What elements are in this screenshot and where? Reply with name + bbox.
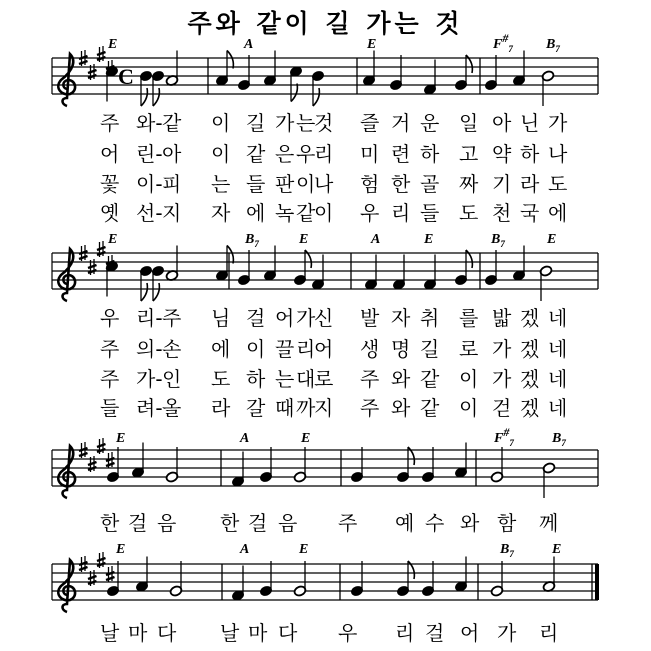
lyric-syllable: 한: [100, 511, 120, 535]
lyric-syllable: 리: [391, 201, 411, 225]
lyric-syllable: 어: [460, 621, 480, 645]
lyric-syllable: 주: [100, 337, 120, 361]
lyric-syllable: 은: [275, 142, 295, 166]
note: [454, 557, 468, 593]
lyric-syllable: 나: [314, 172, 334, 196]
note: [364, 255, 378, 291]
lyric-syllable: 어: [314, 337, 334, 361]
chord-symbol: E: [367, 37, 377, 52]
note: [105, 66, 119, 102]
lyric-line-1-3: [0, 171, 651, 197]
lyric-syllable: 마: [248, 621, 268, 645]
lyric-line-1-1: [0, 110, 651, 136]
lyric-syllable: 일: [459, 111, 479, 135]
chord-symbol: E: [301, 431, 311, 446]
lyric-syllable: 이: [459, 367, 479, 391]
lyric-syllable: 대: [296, 367, 316, 391]
lyric-syllable: 걸: [248, 511, 268, 535]
lyric-syllable: 지: [314, 396, 334, 420]
note: [421, 447, 435, 483]
treble-clef-icon: [58, 249, 75, 301]
lyric-syllable: 린-: [136, 142, 163, 166]
lyric-syllable: 음: [278, 511, 298, 535]
lyric-syllable: 날: [220, 621, 240, 645]
sharp-icon: [97, 552, 106, 568]
note: [231, 452, 245, 488]
chord-symbol: $B_7$: [552, 431, 566, 448]
lyric-syllable: 겠: [520, 396, 540, 420]
lyric-syllable: 같: [420, 396, 440, 420]
sharp-icon: [106, 566, 115, 582]
chord-symbol: A: [240, 542, 250, 557]
lyric-syllable: 리-: [136, 306, 163, 330]
lyric-syllable: 음: [157, 511, 177, 535]
note: [165, 447, 179, 483]
lyric-syllable: 련: [391, 142, 411, 166]
chord-symbol: E: [299, 542, 309, 557]
lyric-syllable: 옛: [100, 201, 120, 225]
note: [259, 561, 273, 597]
lyric-syllable: 가: [492, 337, 512, 361]
note: [289, 66, 303, 102]
lyric-syllable: 가-: [136, 367, 163, 391]
lyric-syllable: 가: [548, 111, 568, 135]
lyric-syllable: 어: [100, 142, 120, 166]
treble-clef-icon: [58, 560, 75, 612]
lyric-syllable: 에: [548, 201, 568, 225]
note: [311, 70, 325, 106]
note: [105, 261, 119, 297]
chord-symbol: E: [108, 37, 118, 52]
note: [512, 246, 526, 282]
lyric-syllable: 미: [360, 142, 380, 166]
note: [135, 557, 149, 593]
lyric-syllable: 국: [520, 201, 540, 225]
lyric-syllable: 우: [338, 621, 358, 645]
lyric-syllable: 를: [459, 306, 479, 330]
treble-clef-icon: [58, 446, 75, 498]
note: [423, 60, 437, 96]
time-signature: C: [118, 64, 134, 89]
sharp-icon: [97, 438, 106, 454]
note: [169, 561, 183, 597]
lyric-line-2-4: [0, 395, 651, 421]
chord-symbol: E: [552, 542, 562, 557]
note: [392, 255, 406, 291]
lyric-syllable: 우: [296, 142, 316, 166]
lyric-syllable: 끌: [275, 337, 295, 361]
lyric-syllable: 네: [548, 306, 568, 330]
lyric-syllable: 걸: [425, 621, 445, 645]
lyric-syllable: 아: [492, 111, 512, 135]
lyric-syllable: 거: [391, 111, 411, 135]
note: [389, 55, 403, 91]
lyric-syllable: 주: [100, 111, 120, 135]
lyric-syllable: 이: [314, 201, 334, 225]
lyric-syllable: 수: [425, 511, 445, 535]
lyric-syllable: 길: [246, 111, 266, 135]
chord-symbol: $B_7$: [245, 232, 259, 249]
lyric-syllable: 올: [162, 396, 182, 420]
lyric-syllable: 하: [246, 367, 266, 391]
lyric-syllable: 께: [539, 511, 559, 535]
note: [484, 250, 498, 286]
note: [165, 51, 179, 87]
lyric-syllable: 도: [211, 367, 231, 391]
lyric-syllable: 겠: [520, 337, 540, 361]
lyric-syllable: 다: [278, 621, 298, 645]
lyric-syllable: 이: [296, 172, 316, 196]
lyric-syllable: 길: [420, 337, 440, 361]
note: [541, 70, 555, 106]
lyric-syllable: 리: [539, 621, 559, 645]
lyric-line-2-1: [0, 305, 651, 331]
lyric-syllable: 손: [162, 337, 182, 361]
lyric-syllable: 도: [459, 201, 479, 225]
lyric-syllable: 주: [360, 396, 380, 420]
lyric-syllable: 이: [211, 111, 231, 135]
chord-symbol: A: [240, 431, 250, 446]
sharp-icon: [106, 452, 115, 468]
sharp-icon: [97, 241, 106, 257]
lyric-syllable: 걸: [246, 306, 266, 330]
chord-symbol: E: [299, 232, 309, 247]
lyric-syllable: 리: [296, 337, 316, 361]
chord-symbol: $B_7$: [491, 232, 505, 249]
lyric-syllable: 리: [314, 142, 334, 166]
lyric-syllable: 기: [492, 172, 512, 196]
lyric-syllable: 가: [275, 111, 295, 135]
lyric-syllable: 같: [162, 111, 182, 135]
lyric-syllable: 이: [246, 337, 266, 361]
chord-symbol: A: [371, 232, 381, 247]
lyric-syllable: 에: [211, 337, 231, 361]
note: [151, 265, 165, 301]
lyric-syllable: 밟: [492, 306, 512, 330]
chord-symbol: $F\#_7$: [493, 31, 513, 54]
note: [490, 561, 504, 597]
lyric-syllable: 아: [162, 142, 182, 166]
lyric-syllable: 리: [395, 621, 415, 645]
note: [454, 443, 468, 479]
lyric-syllable: 한: [220, 511, 240, 535]
lyric-syllable: 는: [296, 111, 316, 135]
lyric-syllable: 자: [391, 306, 411, 330]
lyric-syllable: 우: [360, 201, 380, 225]
note: [362, 51, 376, 87]
lyric-syllable: 라: [211, 396, 231, 420]
note: [215, 51, 233, 87]
lyric-line-2-2: [0, 336, 651, 362]
lyric-syllable: 주: [360, 367, 380, 391]
note: [293, 561, 307, 597]
lyric-syllable: 이: [459, 396, 479, 420]
lyric-syllable: 즐: [360, 111, 380, 135]
chord-symbol: $B_7$: [500, 542, 514, 559]
lyric-syllable: 험: [360, 172, 380, 196]
lyric-syllable: 골: [420, 172, 440, 196]
note: [215, 246, 233, 282]
lyric-syllable: 는: [275, 367, 295, 391]
lyric-syllable: 명: [391, 337, 411, 361]
note: [165, 246, 179, 282]
lyric-syllable: 로: [459, 337, 479, 361]
note: [293, 447, 307, 483]
note: [131, 443, 145, 479]
lyric-syllable: 신: [314, 306, 334, 330]
lyric-syllable: 에: [246, 201, 266, 225]
lyric-syllable: 같: [246, 142, 266, 166]
final-barline: [595, 564, 599, 600]
lyric-syllable: 들: [420, 201, 440, 225]
lyric-syllable: 같: [296, 201, 316, 225]
note: [350, 447, 364, 483]
lyric-syllable: 겠: [520, 306, 540, 330]
lyric-syllable: 하: [420, 142, 440, 166]
lyric-syllable: 우: [100, 306, 120, 330]
note: [263, 51, 277, 87]
lyric-syllable: 꽃: [100, 172, 120, 196]
lyric-syllable: 이-: [136, 172, 163, 196]
note: [237, 55, 251, 91]
lyric-line-4: [0, 620, 651, 646]
lyric-syllable: 약: [492, 142, 512, 166]
lyric-syllable: 지: [162, 201, 182, 225]
lyric-syllable: 이: [211, 142, 231, 166]
lyric-syllable: 네: [548, 337, 568, 361]
lyric-syllable: 어: [275, 306, 295, 330]
chord-symbol: $F\#_7$: [494, 425, 514, 448]
lyric-syllable: 가: [296, 306, 316, 330]
lyric-syllable: 와: [460, 511, 480, 535]
lyric-syllable: 주: [100, 367, 120, 391]
note: [259, 447, 273, 483]
lyric-syllable: 마: [128, 621, 148, 645]
chord-symbol: $B_7$: [546, 37, 560, 54]
lyric-line-1-4: [0, 200, 651, 226]
lyric-syllable: 천: [492, 201, 512, 225]
lyric-syllable: 와: [391, 396, 411, 420]
note: [542, 462, 556, 498]
note: [512, 51, 526, 87]
lyric-syllable: 예: [395, 511, 415, 535]
lyric-syllable: 주: [162, 306, 182, 330]
note: [350, 561, 364, 597]
lyric-syllable: 운: [420, 111, 440, 135]
lyric-syllable: 것: [314, 111, 334, 135]
lyric-syllable: 걸: [128, 511, 148, 535]
lyric-syllable: 겠: [520, 367, 540, 391]
lyric-syllable: 고: [459, 142, 479, 166]
note: [423, 255, 437, 291]
lyric-syllable: 네: [548, 367, 568, 391]
lyric-syllable: 함: [497, 511, 517, 535]
note: [542, 557, 556, 593]
lyric-line-1-2: [0, 141, 651, 167]
lyric-syllable: 자: [211, 201, 231, 225]
lyric-syllable: 취: [420, 306, 440, 330]
lyric-syllable: 네: [548, 396, 568, 420]
lyric-line-2-3: [0, 366, 651, 392]
lyric-syllable: 로: [314, 367, 334, 391]
note: [237, 250, 251, 286]
note: [263, 246, 277, 282]
lyric-syllable: 날: [100, 621, 120, 645]
chord-symbol: E: [116, 542, 126, 557]
chord-symbol: A: [244, 37, 254, 52]
lyric-syllable: 려-: [136, 396, 163, 420]
note: [311, 255, 325, 291]
lyric-syllable: 인: [162, 367, 182, 391]
lyric-syllable: 발: [360, 306, 380, 330]
note: [139, 70, 153, 106]
lyric-syllable: 짜: [459, 172, 479, 196]
lyric-syllable: 라: [520, 172, 540, 196]
lyric-syllable: 하: [520, 142, 540, 166]
note: [231, 566, 245, 602]
lyric-syllable: 들: [246, 172, 266, 196]
note: [484, 55, 498, 91]
lyric-syllable: 다: [157, 621, 177, 645]
note: [421, 561, 435, 597]
lyric-syllable: 갈: [246, 396, 266, 420]
lyric-syllable: 걷: [492, 396, 512, 420]
lyric-syllable: 생: [360, 337, 380, 361]
lyric-syllable: 가: [497, 621, 517, 645]
chord-symbol: E: [108, 232, 118, 247]
lyric-syllable: 는: [211, 172, 231, 196]
lyric-syllable: 주: [338, 511, 358, 535]
lyric-syllable: 같: [420, 367, 440, 391]
lyric-syllable: 판: [275, 172, 295, 196]
song-title: 주와 같이 길 가는 것: [187, 9, 464, 38]
note: [139, 265, 153, 301]
sharp-icon: [97, 46, 106, 62]
lyric-syllable: 님: [211, 306, 231, 330]
lyric-syllable: 녹: [275, 201, 295, 225]
lyric-syllable: 와-: [136, 111, 163, 135]
lyric-syllable: 도: [548, 172, 568, 196]
lyric-syllable: 들: [100, 396, 120, 420]
lyric-syllable: 닌: [520, 111, 540, 135]
lyric-syllable: 선-: [136, 201, 163, 225]
treble-clef-icon: [58, 54, 75, 106]
chord-symbol: E: [424, 232, 434, 247]
note: [539, 265, 553, 301]
lyric-syllable: 가: [492, 367, 512, 391]
lyric-syllable: 의-: [136, 337, 163, 361]
lyric-syllable: 까: [296, 396, 316, 420]
chord-symbol: E: [547, 232, 557, 247]
lyric-syllable: 피: [162, 172, 182, 196]
note: [151, 70, 165, 106]
lyric-line-3: [0, 510, 651, 536]
lyric-syllable: 나: [548, 142, 568, 166]
lyric-syllable: 한: [391, 172, 411, 196]
chord-symbol: E: [116, 431, 126, 446]
note: [490, 447, 504, 483]
lyric-syllable: 와: [391, 367, 411, 391]
lyric-syllable: 때: [275, 396, 295, 420]
